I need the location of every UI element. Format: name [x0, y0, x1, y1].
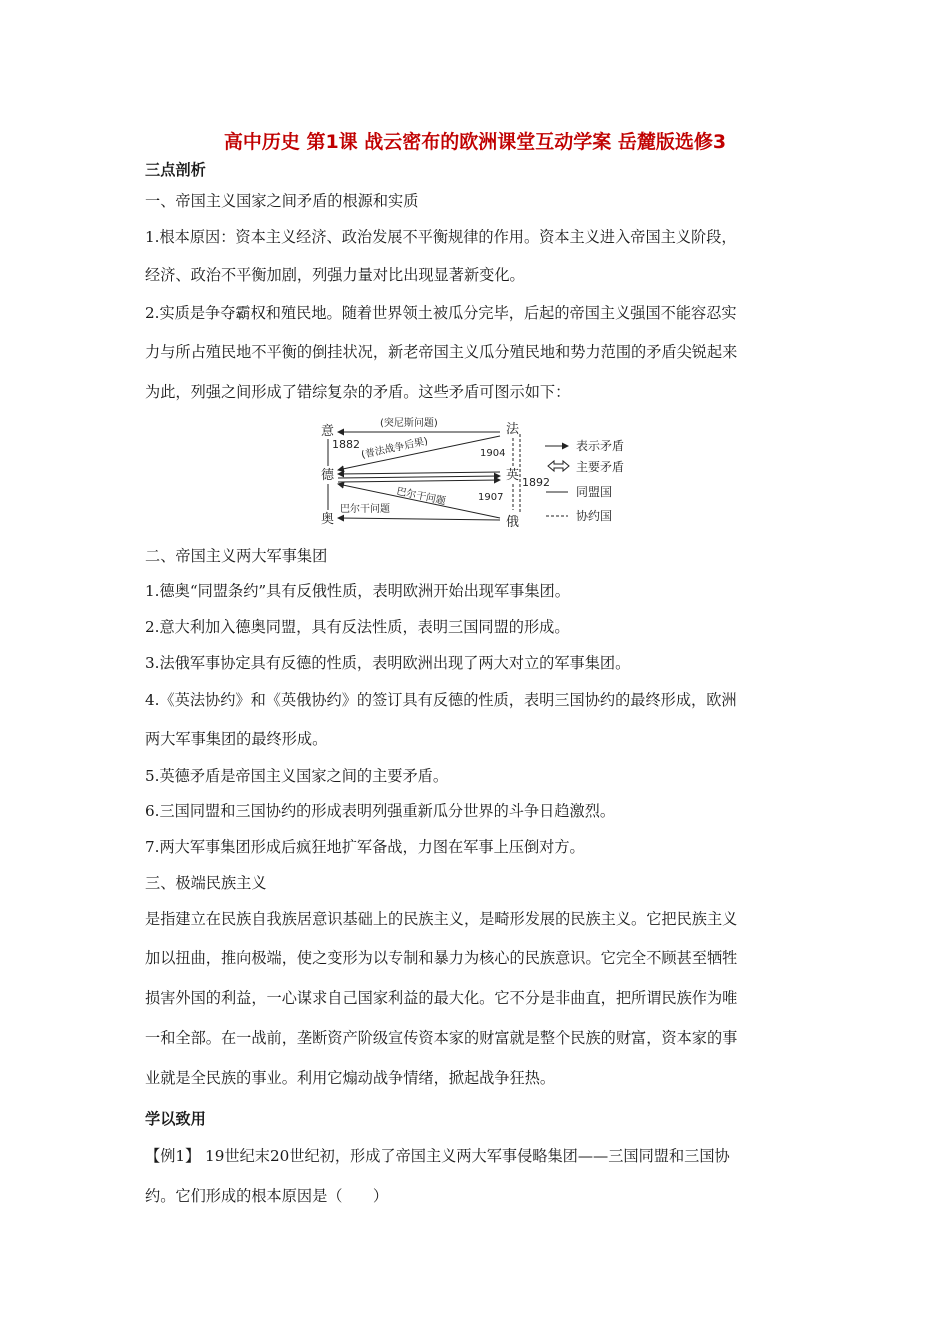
part3-heading: 三、极端民族主义 — [145, 874, 267, 892]
paragraph-line: 业就是全民族的事业。利用它煽动战争情绪，掀起战争狂热。 — [145, 1069, 556, 1087]
paragraph-line: 3.法俄军事协定具有反德的性质，表明欧洲出现了两大对立的军事集团。 — [145, 654, 631, 672]
example-line: 【例1】 19世纪末20世纪初，形成了帝国主义两大军事侵略集团——三国同盟和三国协 — [145, 1147, 730, 1165]
paragraph-line: 是指建立在民族自我族居意识基础上的民族主义，是畸形发展的民族主义。它把民族主义 — [145, 910, 738, 928]
country-austria: 奥 — [321, 512, 335, 527]
paragraph-line: 力与所占殖民地不平衡的倒挂状况，新老帝国主义瓜分殖民地和势力范围的矛盾尖锐起来 — [145, 343, 738, 361]
paragraph-line: 1.德奥“同盟条约”具有反俄性质，表明欧洲开始出现军事集团。 — [145, 582, 570, 600]
section-header: 三点剖析 — [145, 161, 206, 179]
legend-label: 表示矛盾 — [576, 439, 625, 453]
conflict-diagram — [310, 414, 650, 532]
arrow-germany-britain-2 — [338, 480, 500, 482]
legend-label: 协约国 — [576, 509, 613, 523]
paragraph-line: 2.实质是争夺霸权和殖民地。随着世界领土被瓜分完毕，后起的帝国主义强国不能容忍实 — [145, 304, 737, 322]
label-tunisia: (突尼斯问题) — [380, 418, 438, 429]
country-italy: 意 — [321, 424, 335, 439]
paragraph-line: 7.两大军事集团形成后疯狂地扩军备战，力图在军事上压倒对方。 — [145, 838, 585, 856]
country-france: 法 — [506, 422, 520, 437]
paragraph-line: 1.根本原因：资本主义经济、政治发展不平衡规律的作用。资本主义进入帝国主义阶段， — [145, 228, 737, 246]
arrow-britain-germany-1 — [338, 472, 500, 474]
label-balkan-2: 巴尔干问题 — [340, 504, 390, 515]
paragraph-line: 为此，列强之间形成了错综复杂的矛盾。这些矛盾可图示如下： — [145, 383, 571, 401]
label-franco-prussian: (普法战争后果) — [360, 436, 429, 461]
paragraph-line: 加以扭曲，推向极端，使之变形为以专制和暴力为核心的民族意识。它完全不顾甚至牺牲 — [145, 949, 738, 967]
legend-double-arrow-symbol — [548, 461, 569, 471]
year-1892: 1892 — [522, 476, 550, 489]
arrow-russia-austria — [338, 518, 500, 520]
country-germany: 德 — [321, 468, 335, 483]
year-1907: 1907 — [478, 492, 504, 503]
paragraph-line: 5.英德矛盾是帝国主义国家之间的主要矛盾。 — [145, 767, 449, 785]
country-russia: 俄 — [506, 515, 520, 530]
part1-heading: 一、帝国主义国家之间矛盾的根源和实质 — [145, 192, 419, 210]
paragraph-line: 两大军事集团的最终形成。 — [145, 730, 328, 748]
country-britain: 英 — [506, 468, 520, 483]
example-line: 约。它们形成的根本原因是（ ） — [145, 1187, 388, 1205]
paragraph-line: 经济、政治不平衡加剧，列强力量对比出现显著新变化。 — [145, 266, 525, 284]
paragraph-line: 损害外国的利益，一心谋求自己国家利益的最大化。它不分是非曲直，把所谓民族作为唯 — [145, 989, 738, 1007]
paragraph-line: 4.《英法协约》和《英俄协约》的签订具有反德的性质，表明三国协约的最终形成，欧洲 — [145, 691, 737, 709]
paragraph-line: 一和全部。在一战前，垄断资产阶级宣传资本家的财富就是整个民族的财富，资本家的事 — [145, 1029, 738, 1047]
paragraph-line: 6.三国同盟和三国协约的形成表明列强重新瓜分世界的斗争日趋激烈。 — [145, 802, 616, 820]
label-balkan-1: 巴尔干问题 — [395, 486, 447, 508]
part2-heading: 二、帝国主义两大军事集团 — [145, 547, 328, 565]
legend-label: 主要矛盾 — [576, 460, 625, 474]
legend-label: 同盟国 — [576, 485, 613, 499]
arrow-germany-britain-1 — [338, 476, 500, 478]
year-1904: 1904 — [480, 448, 506, 459]
paragraph-line: 2.意大利加入德奥同盟，具有反法性质，表明三国同盟的形成。 — [145, 618, 570, 636]
page-title: 高中历史 第1课 战云密布的欧洲课堂互动学案 岳麓版选修3 — [223, 131, 727, 153]
apply-header: 学以致用 — [145, 1110, 206, 1128]
year-1882: 1882 — [332, 438, 360, 451]
